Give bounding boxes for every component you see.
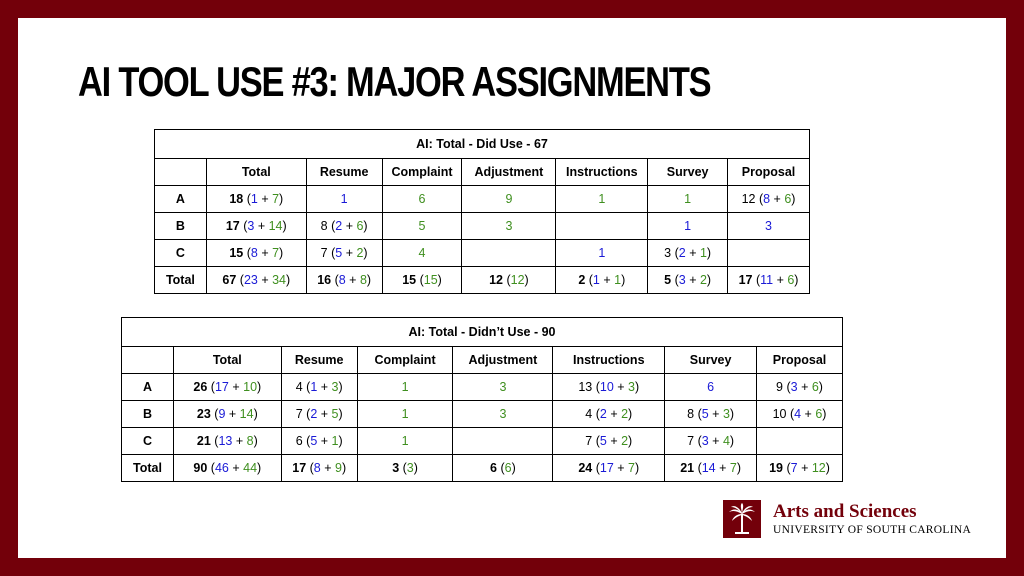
logo-subtitle: UNIVERSITY OF SOUTH CAROLINA — [773, 524, 972, 536]
cell-value: 2 — [678, 246, 686, 260]
cell-value: ) — [338, 407, 343, 421]
cell-value: ) — [279, 192, 284, 206]
cell-value: ) — [706, 273, 712, 287]
table-cell — [665, 401, 757, 428]
cell-value: 2 — [356, 246, 364, 260]
cell-value: 17 — [225, 219, 240, 233]
cell-value: 10 ( — [772, 407, 795, 421]
column-header-proposal: Proposal — [728, 159, 810, 186]
row-label: B — [122, 401, 174, 428]
cell-value: + — [797, 461, 812, 475]
cell-value: ( — [331, 273, 339, 287]
cell-value: 13 ( — [578, 380, 600, 394]
cell-value: 9 — [505, 192, 513, 206]
cell-value: 10 — [599, 380, 614, 394]
cell-value: 46 — [214, 461, 229, 475]
cell-value: ) — [366, 273, 372, 287]
cell-value: ) — [338, 380, 343, 394]
cell-value: + — [685, 273, 700, 287]
cell-value: 3 — [505, 219, 513, 233]
cell-value: 7 — [272, 192, 280, 206]
cell-value: ( — [243, 246, 251, 260]
cell-value: 3 — [499, 407, 507, 421]
cell-value: ) — [729, 434, 735, 448]
table-cell — [556, 186, 648, 213]
cell-value: 17 — [599, 461, 614, 475]
cell-value: 3 — [722, 407, 730, 421]
cell-value: 7 — [729, 461, 737, 475]
table-cell — [281, 428, 357, 455]
page-title: AI TOOL USE #3: MAJOR ASSIGNMENTS — [78, 58, 711, 105]
cell-value: 6 — [418, 192, 426, 206]
column-header-complaint: Complaint — [382, 159, 462, 186]
cell-value: 19 — [769, 461, 783, 475]
table-cell — [453, 374, 553, 401]
cell-value: 8 — [338, 273, 346, 287]
logo-title: Arts and Sciences — [773, 501, 917, 522]
cell-value: ) — [437, 273, 442, 287]
cell-value: ) — [791, 192, 796, 206]
cell-value: 4 — [418, 246, 426, 260]
cell-value: 7 ( — [687, 434, 702, 448]
cell-value: 1 — [598, 246, 606, 260]
cell-value: ( — [585, 273, 593, 287]
cell-value: 5 — [418, 219, 426, 233]
table-row — [155, 186, 810, 213]
table-cell — [553, 374, 665, 401]
table-caption: AI: Total - Didn’t Use - 90 — [122, 318, 843, 347]
cell-value: + — [342, 219, 357, 233]
cell-value: 3 — [678, 273, 686, 287]
cell-value: ) — [818, 380, 823, 394]
cell-value: + — [613, 461, 629, 475]
table-cell — [648, 186, 728, 213]
cell-value: ( — [236, 273, 244, 287]
table-cell — [648, 240, 728, 267]
cell-value: ( — [243, 192, 251, 206]
cell-value: 34 — [272, 273, 286, 287]
table-row — [155, 267, 810, 294]
table-cell — [306, 267, 382, 294]
cell-value: 2 — [621, 434, 629, 448]
cell-value: 3 — [628, 380, 635, 394]
table-cell — [382, 267, 462, 294]
row-label: Total — [155, 267, 207, 294]
cell-value: + — [345, 273, 360, 287]
column-header-instructions: Instructions — [556, 159, 648, 186]
table-row — [122, 401, 843, 428]
cell-value: 1 — [598, 192, 606, 206]
cell-value: 12 — [510, 273, 525, 287]
cell-value: 7 ( — [320, 246, 336, 260]
cell-value: 7 ( — [295, 407, 311, 421]
cell-value: 12 ( — [741, 192, 764, 206]
cell-value: ) — [363, 246, 368, 260]
cell-value: 3 — [247, 219, 255, 233]
column-header-total: Total — [206, 159, 306, 186]
cell-value: 9 — [218, 407, 226, 421]
cell-value: 1 — [401, 380, 409, 394]
cell-value: 26 — [193, 380, 208, 394]
cell-value: + — [228, 461, 244, 475]
cell-value: 8 ( — [320, 219, 336, 233]
cell-value: 8 — [313, 461, 321, 475]
column-header-instructions: Instructions — [553, 347, 665, 374]
cell-value: 2 — [578, 273, 586, 287]
column-header-adjustment: Adjustment — [453, 347, 553, 374]
cell-value: 23 — [196, 407, 211, 421]
cell-value: 8 — [763, 192, 771, 206]
cell-value: 8 ( — [687, 407, 702, 421]
cell-value: 4 ( — [585, 407, 600, 421]
table-cell — [728, 186, 810, 213]
table-cell — [173, 428, 281, 455]
cell-value: ) — [413, 461, 418, 475]
table-cell — [453, 455, 553, 482]
cell-value: ) — [628, 434, 633, 448]
cell-value: ( — [752, 273, 761, 287]
table-cell — [357, 374, 453, 401]
cell-value: ( — [207, 461, 215, 475]
cell-value: + — [708, 434, 723, 448]
column-header-adjustment: Adjustment — [462, 159, 556, 186]
cell-value: 4 ( — [295, 380, 311, 394]
cell-value: + — [708, 407, 723, 421]
cell-value: 14 — [268, 219, 283, 233]
cell-value: ( — [671, 273, 679, 287]
cell-value: ( — [503, 273, 511, 287]
cell-value: 3 ( — [664, 246, 679, 260]
cell-value: 3 — [701, 434, 709, 448]
header-blank — [155, 159, 207, 186]
table-cell — [173, 401, 281, 428]
cell-value: 8 — [359, 273, 367, 287]
cell-value: 2 — [335, 219, 343, 233]
cell-value: 3 — [790, 380, 798, 394]
cell-value: 1 — [614, 273, 622, 287]
cell-value: 8 — [246, 434, 254, 448]
did-use-table — [154, 129, 810, 294]
cell-value: + — [606, 434, 622, 448]
cell-value: 2 — [310, 407, 318, 421]
cell-value: 1 — [250, 192, 258, 206]
row-label: Total — [122, 455, 174, 482]
cell-value: ) — [511, 461, 516, 475]
table-cell — [357, 401, 453, 428]
slide — [18, 18, 1006, 558]
table-cell — [757, 455, 843, 482]
cell-value: + — [613, 380, 629, 394]
cell-value: 5 — [310, 434, 318, 448]
cell-value: 23 — [243, 273, 258, 287]
cell-value: + — [801, 407, 816, 421]
table-cell — [665, 455, 757, 482]
cell-value: 6 — [356, 219, 364, 233]
cell-value: ) — [253, 407, 258, 421]
cell-value: 1 — [331, 434, 339, 448]
cell-value: ( — [210, 407, 219, 421]
cell-value: 10 — [243, 380, 258, 394]
cell-value: + — [320, 461, 335, 475]
cell-value: ( — [207, 380, 215, 394]
cell-value: + — [599, 273, 615, 287]
table-row — [122, 374, 843, 401]
cell-value: 6 — [811, 380, 819, 394]
row-label: A — [155, 186, 207, 213]
table-cell — [553, 428, 665, 455]
cell-value: 14 — [239, 407, 254, 421]
table-cell — [453, 428, 553, 455]
cell-value: 17 — [738, 273, 753, 287]
row-label: C — [122, 428, 174, 455]
table-row — [155, 213, 810, 240]
cell-value: ) — [253, 434, 258, 448]
cell-value: ( — [399, 461, 407, 475]
cell-value: 6 — [504, 461, 512, 475]
cell-value: ( — [783, 461, 791, 475]
cell-value: ) — [628, 407, 633, 421]
cell-value: ) — [729, 407, 735, 421]
cell-value: 21 — [196, 434, 211, 448]
cell-value: 15 — [423, 273, 438, 287]
cell-value: 6 — [707, 380, 715, 394]
cell-value: 5 — [701, 407, 709, 421]
cell-value: ) — [338, 434, 343, 448]
cell-value: + — [715, 461, 730, 475]
cell-value: ( — [497, 461, 505, 475]
table-row — [122, 428, 843, 455]
cell-value: ) — [363, 219, 368, 233]
cell-value: 1 — [684, 192, 692, 206]
cell-value: 18 — [229, 192, 244, 206]
cell-value: + — [606, 407, 622, 421]
table-cell — [728, 240, 810, 267]
cell-value: 4 — [794, 407, 802, 421]
cell-value: ) — [794, 273, 799, 287]
cell-value: 11 — [760, 273, 774, 287]
cell-value: 6 — [787, 273, 795, 287]
table-cell — [357, 455, 453, 482]
table-cell — [462, 240, 556, 267]
cell-value: ( — [416, 273, 424, 287]
cell-value: ) — [279, 246, 284, 260]
cell-value: 17 — [214, 380, 229, 394]
table-cell — [306, 240, 382, 267]
cell-value: 1 — [699, 246, 707, 260]
table-cell — [306, 213, 382, 240]
cell-value: + — [342, 246, 357, 260]
cell-value: 6 ( — [295, 434, 311, 448]
column-header-resume: Resume — [281, 347, 357, 374]
cell-value: 14 — [701, 461, 716, 475]
table-cell — [173, 455, 281, 482]
column-header-complaint: Complaint — [357, 347, 453, 374]
didnt-use-table — [121, 317, 843, 482]
column-header-survey: Survey — [648, 159, 728, 186]
cell-value: 67 — [222, 273, 237, 287]
cell-value: 4 — [722, 434, 730, 448]
cell-value: 90 — [193, 461, 208, 475]
table-cell — [757, 428, 843, 455]
cell-value: ( — [694, 461, 702, 475]
table-cell — [648, 213, 728, 240]
header-blank — [122, 347, 174, 374]
table-row — [122, 455, 843, 482]
cell-value: 7 — [272, 246, 280, 260]
table-cell — [728, 267, 810, 294]
row-label: B — [155, 213, 207, 240]
cell-value: 1 — [310, 380, 318, 394]
cell-value: 24 — [578, 461, 593, 475]
cell-value: 21 — [680, 461, 695, 475]
cell-value: 44 — [243, 461, 258, 475]
cell-value: ( — [239, 219, 248, 233]
palmetto-tree-icon — [723, 500, 761, 538]
cell-value: + — [685, 246, 700, 260]
cell-value: 6 — [784, 192, 792, 206]
table-cell — [206, 267, 306, 294]
cell-value: 9 — [335, 461, 342, 475]
table-cell — [462, 267, 556, 294]
cell-value: ) — [257, 461, 262, 475]
table-cell — [462, 186, 556, 213]
cell-value: ( — [210, 434, 219, 448]
cell-value: ) — [621, 273, 626, 287]
table-cell — [728, 213, 810, 240]
table-cell — [556, 213, 648, 240]
row-label: A — [122, 374, 174, 401]
cell-value: + — [254, 219, 269, 233]
cell-value: 1 — [401, 434, 409, 448]
table-cell — [453, 401, 553, 428]
column-header-proposal: Proposal — [757, 347, 843, 374]
cell-value: ) — [736, 461, 742, 475]
cell-value: 3 — [765, 219, 772, 233]
cell-value: ) — [635, 380, 640, 394]
cell-value: + — [257, 273, 273, 287]
cell-value: 3 — [499, 380, 507, 394]
cell-value: ) — [635, 461, 640, 475]
cell-value: 7 ( — [585, 434, 600, 448]
cell-value: 9 ( — [776, 380, 791, 394]
column-header-survey: Survey — [665, 347, 757, 374]
table-cell — [382, 213, 462, 240]
cell-value: 13 — [218, 434, 233, 448]
cell-value: 5 — [664, 273, 672, 287]
cell-value: + — [317, 407, 332, 421]
cell-value: 3 — [331, 380, 339, 394]
table-cell — [281, 401, 357, 428]
cell-value: + — [797, 380, 812, 394]
cell-value: 2 — [699, 273, 707, 287]
cell-value: 5 — [335, 246, 343, 260]
table-cell — [357, 428, 453, 455]
cell-value: 1 — [684, 219, 692, 233]
cell-value: 17 — [292, 461, 307, 475]
table-cell — [665, 428, 757, 455]
cell-value: + — [773, 273, 788, 287]
cell-value: 15 — [229, 246, 244, 260]
table-cell — [648, 267, 728, 294]
table-cell — [281, 374, 357, 401]
cell-value: 7 — [790, 461, 798, 475]
cell-value: + — [257, 246, 273, 260]
cell-value: 7 — [628, 461, 635, 475]
table-cell — [206, 186, 306, 213]
cell-value: 1 — [340, 192, 348, 206]
cell-value: ) — [822, 407, 827, 421]
cell-value: + — [317, 434, 332, 448]
cell-value: ) — [825, 461, 830, 475]
cell-value: 12 — [811, 461, 826, 475]
table-cell — [382, 186, 462, 213]
cell-value: + — [225, 407, 240, 421]
cell-value: ) — [286, 273, 291, 287]
cell-value: 6 — [490, 461, 497, 475]
cell-value: ) — [257, 380, 262, 394]
cell-value: ( — [592, 461, 600, 475]
cell-value: ) — [341, 461, 347, 475]
table-cell — [462, 213, 556, 240]
cell-value: 6 — [815, 407, 823, 421]
cell-value: 1 — [401, 407, 409, 421]
table-cell — [306, 186, 382, 213]
table-cell — [553, 455, 665, 482]
table-cell — [757, 374, 843, 401]
column-header-total: Total — [173, 347, 281, 374]
cell-value: 12 — [489, 273, 503, 287]
cell-value: 3 — [392, 461, 400, 475]
table-cell — [206, 213, 306, 240]
cell-value: 1 — [592, 273, 600, 287]
cell-value: ( — [306, 461, 314, 475]
cell-value: + — [770, 192, 785, 206]
row-label: C — [155, 240, 207, 267]
cell-value: + — [232, 434, 247, 448]
table-cell — [553, 401, 665, 428]
arts-and-sciences-logo — [723, 500, 983, 538]
cell-value: 2 — [621, 407, 629, 421]
cell-value: 16 — [317, 273, 332, 287]
table-cell — [173, 374, 281, 401]
table-cell — [382, 240, 462, 267]
cell-value: 5 — [599, 434, 607, 448]
table-row — [155, 240, 810, 267]
cell-value: 3 — [406, 461, 414, 475]
cell-value: ) — [524, 273, 529, 287]
table-cell — [556, 240, 648, 267]
table-cell — [556, 267, 648, 294]
table-cell — [206, 240, 306, 267]
cell-value: 8 — [250, 246, 258, 260]
cell-value: + — [257, 192, 273, 206]
cell-value: ) — [706, 246, 712, 260]
table-cell — [665, 374, 757, 401]
cell-value: 2 — [599, 407, 607, 421]
cell-value: + — [317, 380, 332, 394]
table-cell — [281, 455, 357, 482]
table-cell — [757, 401, 843, 428]
table-caption: AI: Total - Did Use - 67 — [155, 130, 810, 159]
column-header-resume: Resume — [306, 159, 382, 186]
cell-value: ) — [282, 219, 287, 233]
cell-value: 5 — [331, 407, 339, 421]
cell-value: 15 — [402, 273, 417, 287]
cell-value: + — [228, 380, 244, 394]
